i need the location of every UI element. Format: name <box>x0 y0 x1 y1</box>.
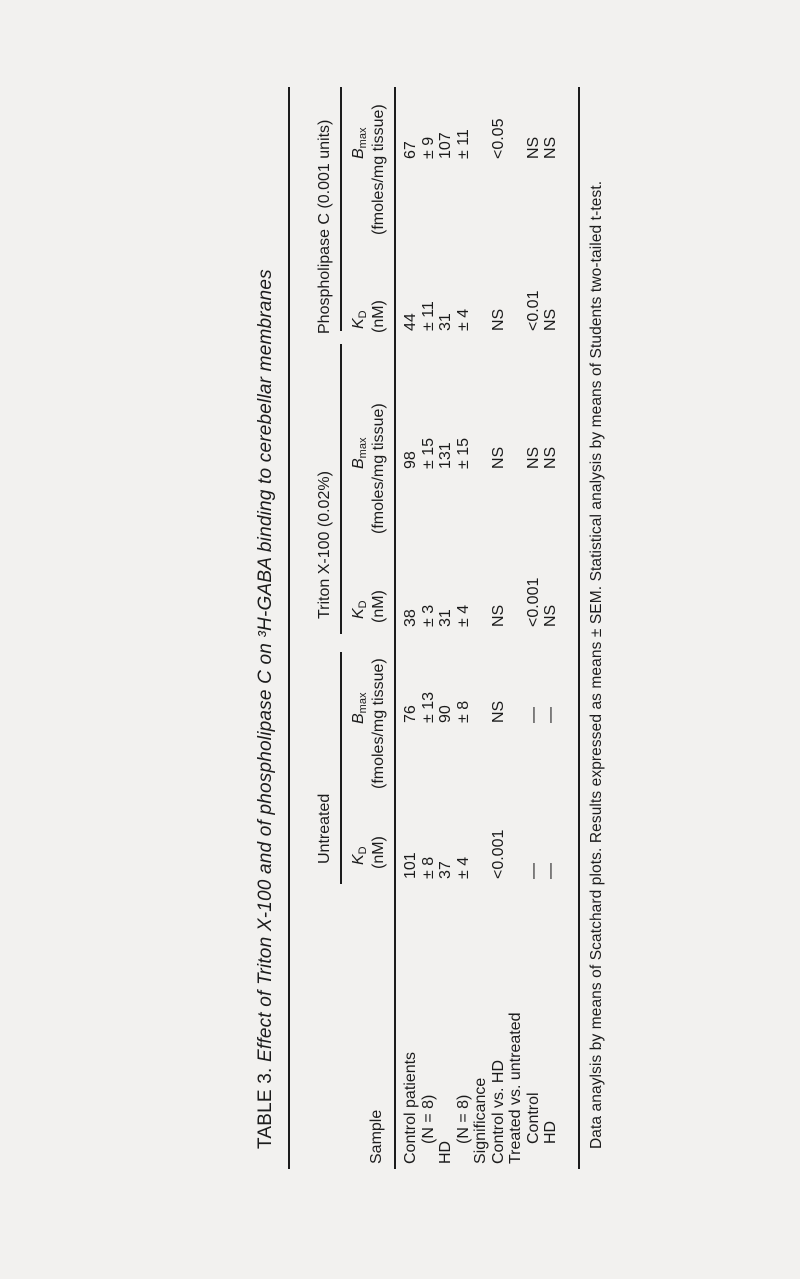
kd-unit-2: (nM) <box>370 590 387 623</box>
bottom-rule <box>578 87 580 1169</box>
col-untreated-kd: 101 ± 8 37 ± 4 <0.001 — — <box>402 829 559 879</box>
bmax-unit-3: (fmoles/mg tissue) <box>370 104 387 235</box>
col-phospholipase-kd: 44 ± 11 31 ± 4 NS <0.01 NS <box>402 290 559 331</box>
sample-header: Sample <box>368 1109 385 1164</box>
caption-text: Effect of Triton X-100 and of phospholipase C on ³H-GABA binding to cerebellar membranes <box>255 269 276 1062</box>
col-untreated-bmax: 76 ± 13 90 ± 8 NS — — <box>402 691 559 723</box>
bmax-unit-1: (fmoles/mg tissue) <box>370 658 387 789</box>
table-caption <box>255 269 277 1149</box>
bmax-header-2: $B_{max}$ <box>350 437 369 469</box>
group-untreated: Untreated <box>316 793 333 864</box>
row-label: HD <box>542 1120 559 1144</box>
row-label: Significance <box>472 1077 489 1164</box>
row-label: Control patients <box>402 1051 419 1164</box>
col-triton-bmax: 98 ± 15 131 ± 15 NS NS NS <box>402 437 559 469</box>
col-triton-kd: 38 ± 3 31 ± 4 NS <0.001 NS <box>402 577 559 627</box>
kd-header-3: $K_D$ <box>350 310 369 329</box>
col-phospholipase-bmax: 67 ± 9 107 ± 11 <0.05 NS NS <box>402 118 559 159</box>
group-rule-3 <box>340 87 342 331</box>
kd-header-2: $K_D$ <box>350 600 369 619</box>
kd-header-1: $K_D$ <box>350 846 369 865</box>
row-label: Treated vs. untreated <box>507 1012 524 1164</box>
row-label: Control vs. HD <box>489 1059 507 1164</box>
row-label: HD <box>437 1140 454 1164</box>
sample-column <box>402 1013 560 1165</box>
kd-unit-3: (nM) <box>370 300 387 333</box>
header-rule <box>394 87 396 1169</box>
group-phospholipase: Phospholipase C (0.001 units) <box>316 119 333 334</box>
caption-label: TABLE 3. <box>255 1067 276 1149</box>
bmax-header-3: $B_{max}$ <box>350 127 369 159</box>
row-label: (N = 8) <box>419 1094 437 1144</box>
table-footnote: Data anaylsis by means of Scatchard plots. Results expressed as means ± SEM. Statistical analysis by means of Students two-tailed t-test. <box>588 180 605 1149</box>
bmax-header-1: $B_{max}$ <box>350 692 369 724</box>
group-rule-1 <box>340 652 342 884</box>
top-rule <box>288 87 290 1169</box>
row-label: (N = 8) <box>454 1094 472 1144</box>
bmax-unit-2: (fmoles/mg tissue) <box>370 403 387 534</box>
kd-unit-1: (nM) <box>370 836 387 869</box>
group-triton: Triton X-100 (0.02%) <box>316 471 333 619</box>
row-label: Control <box>524 1092 542 1144</box>
group-rule-2 <box>340 344 342 634</box>
